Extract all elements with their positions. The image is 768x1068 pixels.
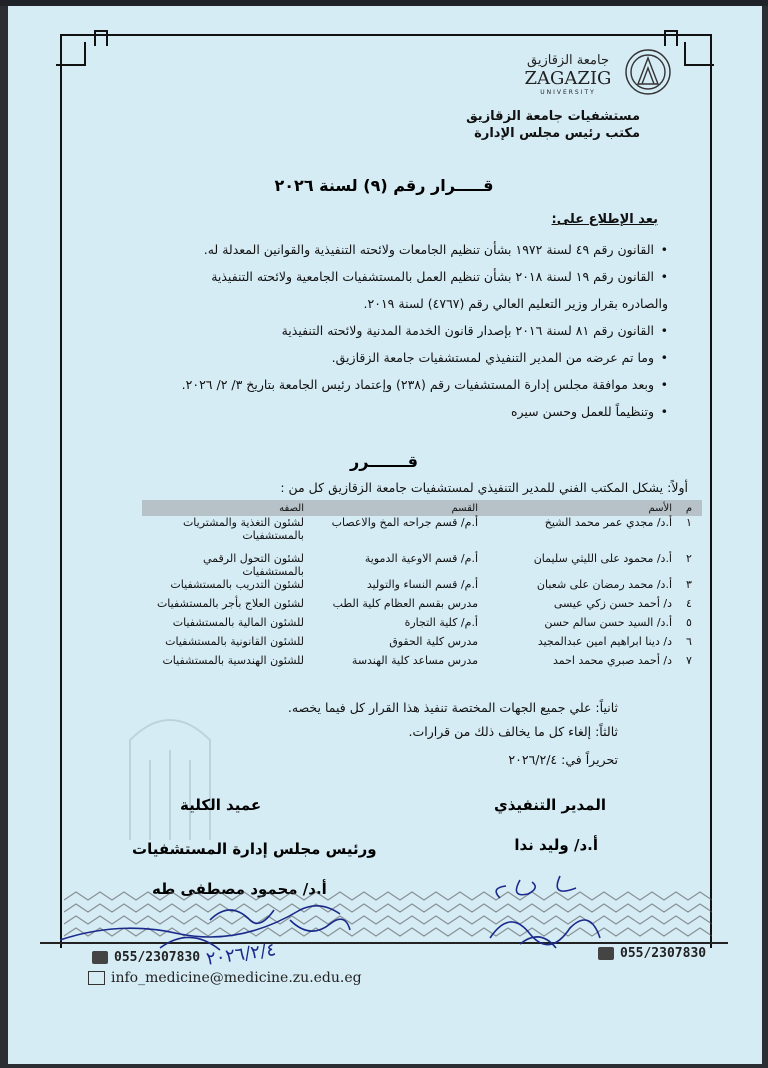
- cell-index: ٢: [686, 552, 692, 565]
- date-line: تحريراً في: ٢٠٢٦/٢/٤: [508, 752, 618, 767]
- email-address: info_medicine@medicine.zu.edu.eg: [111, 970, 362, 986]
- cell-dept: أ.م/ قسم الاوعية الدموية: [364, 552, 478, 565]
- cell-dept: أ.م/ قسم النساء والتوليد: [366, 578, 478, 591]
- preamble-heading: بعد الإطلاع على:: [551, 212, 658, 227]
- table-row: [142, 552, 702, 578]
- preamble-item: • وتنظيماً للعمل وحسن سيره: [108, 398, 668, 425]
- cell-role: للشئون القانونية بالمستشفيات: [165, 635, 304, 648]
- cell-dept: أ.م/ كلية التجارة: [404, 616, 478, 629]
- decision-title: قـــــرار رقم (٩) لسنة ٢٠٢٦: [274, 176, 494, 195]
- preamble-item: • وبعد موافقة مجلس إدارة المستشفيات رقم (٢٣٨) وإعتماد رئيس الجامعة بتاريخ ٣/ ٢/ ٢٠٢٦.: [108, 371, 668, 398]
- left-signatory-title2: ورئيس مجلس إدارة المستشفيات: [132, 840, 377, 858]
- col-header-index: م: [676, 500, 702, 516]
- phone-left-number: 055/2307830: [114, 950, 201, 965]
- right-signatory-title: المدير التنفيذي: [493, 796, 606, 814]
- cell-role: لشئون التدريب بالمستشفيات: [170, 578, 304, 591]
- right-signatory-name: أ.د/ وليد ندا: [514, 836, 598, 854]
- col-header-dept: القسم: [308, 500, 482, 516]
- right-handwritten-signature: [480, 868, 620, 958]
- university-logo: [506, 44, 676, 104]
- cell-index: ٦: [686, 635, 692, 648]
- phone-icon: [92, 951, 108, 964]
- table-header-row: [142, 500, 702, 516]
- members-table: [142, 500, 702, 673]
- col-header-name: الأسم: [482, 500, 676, 516]
- second-clause: ثانياً: علي جميع الجهات المختصة تنفيذ هذا القرار كل فيما يخصه.: [287, 700, 618, 715]
- logo-english-text: ZAGAZIG: [524, 68, 612, 89]
- cell-role: للشئون المالية بالمستشفيات: [172, 616, 304, 629]
- cell-name: أ.د/ محمد رمضان على شعبان: [536, 578, 672, 591]
- preamble-item: • القانون رقم ٤٩ لسنة ١٩٧٢ بشأن تنظيم الجامعات ولائحته التنفيذية والقوانين المعدلة له.: [108, 236, 668, 263]
- preamble-item: • القانون رقم ٨١ لسنة ٢٠١٦ بإصدار قانون الخدمة المدنية ولائحته التنفيذية: [108, 317, 668, 344]
- footer-phone-left: [92, 950, 200, 965]
- footer-email: [88, 970, 362, 986]
- cell-role: لشئون التغذية والمشتريات بالمستشفيات: [182, 516, 304, 542]
- cell-index: ٧: [686, 654, 692, 667]
- border-hook-left: [94, 30, 108, 46]
- logo-arabic-text: جامعة الزقازيق: [527, 53, 609, 68]
- cell-index: ٥: [686, 616, 692, 629]
- cell-index: ١: [686, 516, 692, 529]
- preamble-item: • وما تم عرضه من المدير التنفيذي لمستشفيات جامعة الزقازيق.: [108, 344, 668, 371]
- cell-name: د/ دينا ابراهيم امين عبدالمجيد: [537, 635, 672, 648]
- cell-role: لشئون العلاج بأجر بالمستشفيات: [156, 597, 304, 610]
- cell-index: ٣: [686, 578, 692, 591]
- cell-name: أ.د/ السيد حسن سالم حسن: [544, 616, 672, 629]
- table-row: [142, 516, 702, 552]
- col-header-role: الصفه: [142, 500, 308, 516]
- cell-dept: مدرس مساعد كلية الهندسة: [351, 654, 478, 667]
- table-row: [142, 654, 702, 673]
- left-signatory-title: عميد الكلية: [180, 796, 262, 814]
- table-row: [142, 578, 702, 597]
- table-row: [142, 616, 702, 635]
- cell-role: لشئون التحول الرقمي بالمستشفيات: [202, 552, 304, 578]
- letterhead-line2: مكتب رئيس مجلس الإدارة: [474, 126, 640, 141]
- cell-name: أ.د/ مجدي عمر محمد الشيخ: [544, 516, 672, 529]
- cell-dept: أ.م/ قسم جراحه المخ والاعصاب: [331, 516, 478, 529]
- cell-index: ٤: [686, 597, 692, 610]
- phone-right-number: 055/2307830: [620, 946, 707, 961]
- cell-name: د/ أحمد حسن زكي عيسى: [553, 597, 672, 610]
- pharaonic-watermark-icon: [110, 700, 230, 850]
- letterhead-line1: مستشفيات جامعة الزقازيق: [466, 109, 640, 124]
- preamble-item: • القانون رقم ١٩ لسنة ٢٠١٨ بشأن تنظيم العمل بالمستشفيات الجامعية ولائحته التنفيذية: [108, 263, 668, 290]
- third-clause: ثالثاً: إلغاء كل ما يخالف ذلك من قرارات.: [408, 724, 618, 739]
- cell-dept: مدرس كلية الحقوق: [389, 635, 478, 648]
- preamble-list: [108, 236, 668, 425]
- cell-dept: مدرس بقسم العظام كلية الطب: [332, 597, 478, 610]
- handwritten-date: ٢٠٢٦/٢/٤: [204, 939, 278, 970]
- cell-name: أ.د/ محمود على الليثي سليمان: [533, 552, 672, 565]
- envelope-icon: [88, 971, 105, 985]
- preamble-item-continuation: والصادره بقرار وزير التعليم العالي رقم (٤٧٦٧) لسنة ٢٠١٩.: [363, 296, 668, 311]
- footer-phone-right: [598, 946, 706, 961]
- border-corner-left: [56, 42, 86, 66]
- fax-icon: [598, 947, 614, 960]
- cell-role: للشئون الهندسية بالمستشفيات: [162, 654, 304, 667]
- left-signatory-name: أ.د/ محمود مصطفى طه: [152, 880, 327, 898]
- decision-heading: قـــــــرر: [350, 452, 418, 471]
- letterhead: [466, 108, 640, 142]
- first-clause: أولاً: يشكل المكتب الفني للمدير التنفيذي لمستشفيات جامعة الزقازيق كل من :: [280, 480, 688, 495]
- table-row: [142, 597, 702, 616]
- table-row: [142, 635, 702, 654]
- logo-english-sub: UNIVERSITY: [540, 89, 596, 96]
- cell-name: د/ أحمد صبري محمد احمد: [552, 654, 672, 667]
- border-corner-right: [684, 42, 714, 66]
